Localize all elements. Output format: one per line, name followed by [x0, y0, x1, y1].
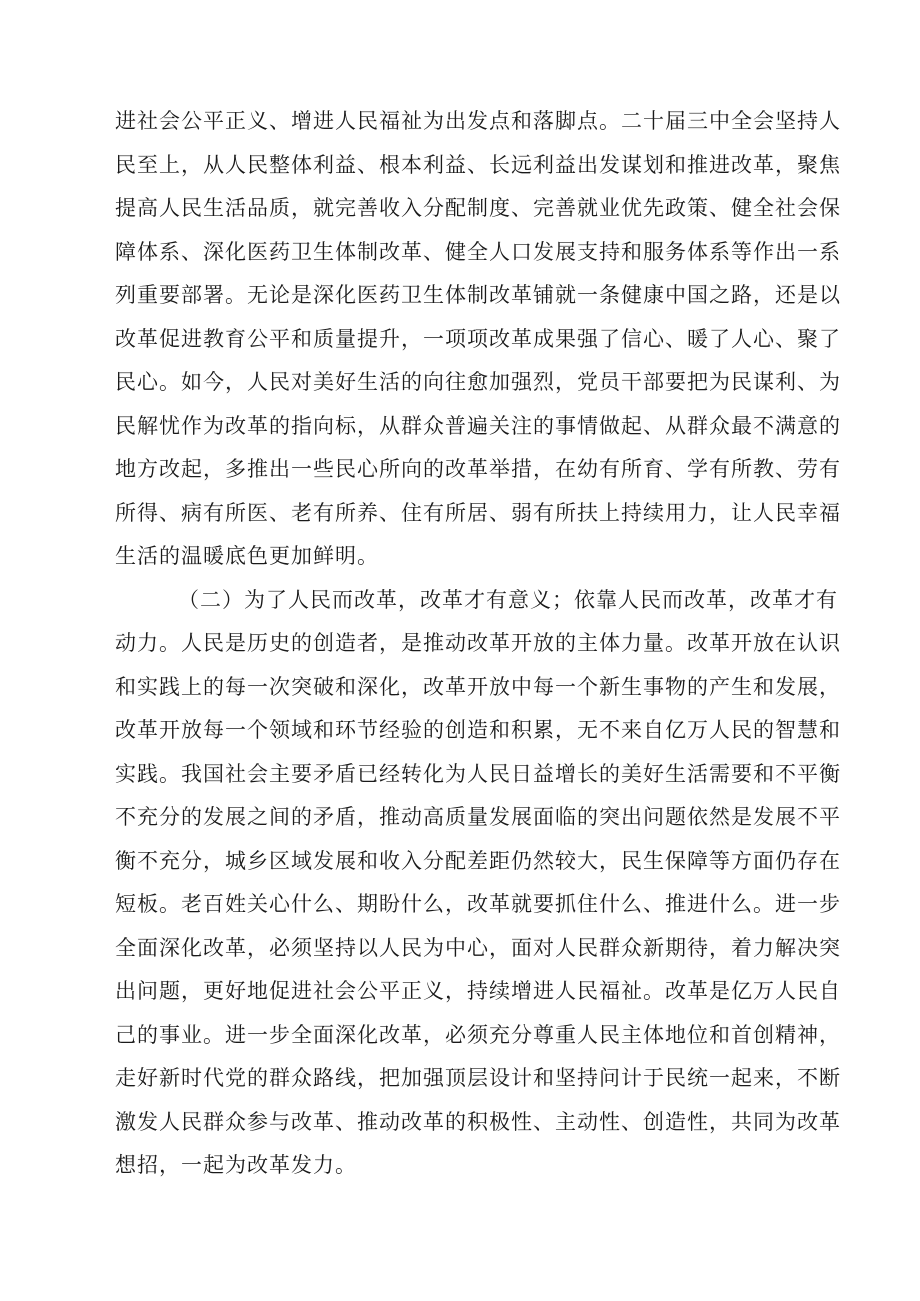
paragraph-1 [115, 100, 841, 579]
paragraph-2-line: 己的事业。进一步全面深化改革，必须充分尊重人民主体地位和首创精神， [115, 1022, 841, 1047]
paragraph-1-line: 地方改起，多推出一些民心所向的改革举措，在幼有所育、学有所教、劳有 [115, 457, 841, 481]
paragraph-1-line: 生活的温暖底色更加鲜明。 [115, 544, 379, 568]
paragraph-2-line: 短板。老百姓关心什么、期盼什么，改革就要抓住什么、推进什么。进一步 [115, 892, 841, 916]
paragraph-2-line: 动力。人民是历史的创造者，是推动改革开放的主体力量。改革开放在认识 [115, 631, 841, 655]
paragraph-2-line: 实践。我国社会主要矛盾已经转化为人民日益增长的美好生活需要和不平衡 [115, 761, 841, 786]
paragraph-2-line: 不充分的发展之间的矛盾，推动高质量发展面临的突出问题依然是发展不平 [115, 805, 841, 829]
paragraph-2-line: 想招，一起为改革发力。 [115, 1153, 357, 1177]
paragraph-1-line: 障体系、深化医药卫生体制改革、健全人口发展支持和服务体系等作出一系 [115, 239, 841, 264]
paragraph-2-line: （二）为了人民而改革，改革才有意义；依靠人民而改革，改革才有 [178, 587, 838, 612]
paragraph-1-line: 民心。如今，人民对美好生活的向往愈加强烈，党员干部要把为民谋利、为 [115, 370, 841, 394]
paragraph-1-line: 民至上，从人民整体利益、根本利益、长远利益出发谋划和推进改革，聚焦 [115, 152, 841, 177]
paragraph-2-line: 衡不充分，城乡区域发展和收入分配差距仍然较大，民生保障等方面仍存在 [115, 848, 841, 873]
paragraph-2-line: 改革开放每一个领域和环节经验的创造和积累，无不来自亿万人民的智慧和 [115, 718, 841, 742]
paragraph-1-line: 民解忧作为改革的指向标，从群众普遍关注的事情做起、从群众最不满意的 [115, 413, 841, 438]
paragraph-1-line: 所得、病有所医、老有所养、住有所居、弱有所扶上持续用力，让人民幸福 [115, 500, 841, 525]
paragraph-1-line: 提高人民生活品质，就完善收入分配制度、完善就业优先政策、健全社会保 [115, 196, 841, 220]
paragraph-2-line: 出问题，更好地促进社会公平正义，持续增进人民福祉。改革是亿万人民自 [115, 979, 841, 1003]
paragraph-2-line: 全面深化改革，必须坚持以人民为中心，面对人民群众新期待，着力解决突 [115, 935, 841, 960]
paragraph-2-line: 走好新时代党的群众路线，把加强顶层设计和坚持问计于民统一起来，不断 [115, 1066, 841, 1090]
paragraph-2 [115, 579, 841, 1188]
paragraph-2-line: 和实践上的每一次突破和深化，改革开放中每一个新生事物的产生和发展， [115, 674, 841, 699]
paragraph-1-line: 进社会公平正义、增进人民福祉为出发点和落脚点。二十届三中全会坚持人 [115, 109, 841, 133]
paragraph-1-line: 列重要部署。无论是深化医药卫生体制改革铺就一条健康中国之路，还是以 [115, 283, 841, 307]
document-body [115, 100, 841, 1188]
paragraph-1-line: 改革促进教育公平和质量提升，一项项改革成果强了信心、暖了人心、聚了 [115, 326, 841, 351]
paragraph-2-line: 激发人民群众参与改革、推动改革的积极性、主动性、创造性，共同为改革 [115, 1109, 841, 1134]
